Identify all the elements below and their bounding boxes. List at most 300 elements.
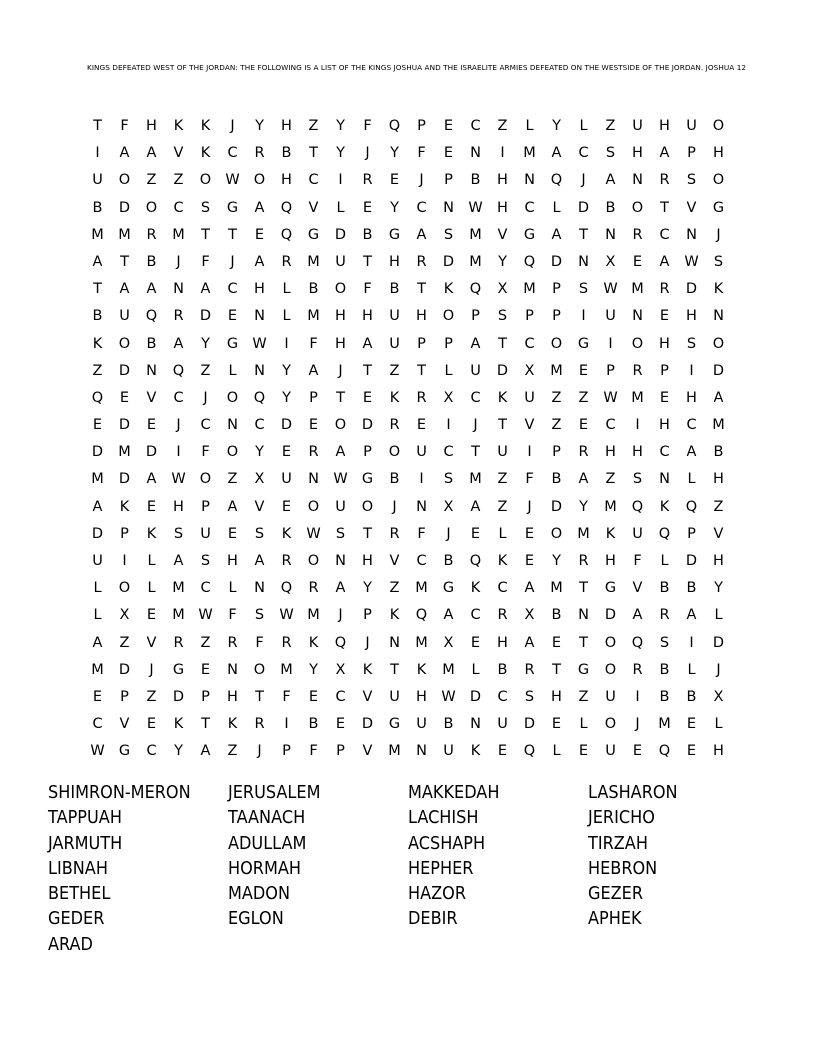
grid-letter: B xyxy=(92,308,103,325)
grid-letter: Y xyxy=(255,444,264,461)
grid-letter: M xyxy=(415,580,428,597)
grid-letter: V xyxy=(632,580,643,597)
grid-letter: C xyxy=(659,444,670,461)
grid-letter: N xyxy=(605,226,616,243)
grid-letter: R xyxy=(632,661,643,678)
grid-letter: E xyxy=(362,389,373,406)
grid-letter: L xyxy=(147,580,156,597)
grid-letter: H xyxy=(605,444,616,461)
grid-letter: G xyxy=(388,226,401,243)
grid-letter: F xyxy=(363,281,372,298)
grid-letter: K xyxy=(92,335,103,352)
grid-letter: J xyxy=(365,145,370,162)
grid-letter: E xyxy=(335,716,346,733)
grid-letter: I xyxy=(635,688,640,705)
grid-letter: E xyxy=(578,417,589,434)
grid-letter: T xyxy=(201,716,210,733)
grid-letter: M xyxy=(658,716,671,733)
grid-letter: K xyxy=(497,553,508,569)
grid-letter: A xyxy=(443,607,454,624)
grid-letter: V xyxy=(308,199,319,216)
grid-letter: U xyxy=(632,118,643,134)
grid-letter: A xyxy=(713,389,724,406)
grid-letter: Q xyxy=(172,362,185,379)
puzzle-title: KINGS DEFEATED WEST OF THE JORDAN: THE FOLLOWING IS A LIST OF THE KINGS JOSHUA AND THE ISRAELITE ARMIES DEFEATED ON THE WESTSIDE OF THE JORDAN. JOSHUA 12 xyxy=(87,63,747,72)
grid-letter: U xyxy=(389,335,400,352)
grid-letter: N xyxy=(578,253,589,270)
grid-letter: H xyxy=(686,308,697,325)
grid-letter: Y xyxy=(552,553,561,569)
grid-letter: C xyxy=(335,688,346,705)
grid-letter: B xyxy=(551,607,562,624)
grid-letter: H xyxy=(713,471,724,488)
grid-letter: O xyxy=(550,525,563,542)
grid-letter: O xyxy=(334,281,347,298)
grid-letter: E xyxy=(200,661,211,678)
grid-letter: I xyxy=(122,553,127,569)
grid-letter: Q xyxy=(280,199,293,216)
grid-letter: A xyxy=(632,607,643,624)
grid-letter: D xyxy=(145,444,158,461)
grid-letter: H xyxy=(632,444,643,461)
grid-letter: B xyxy=(551,471,562,488)
grid-letter: G xyxy=(523,226,536,243)
grid-letter: R xyxy=(659,281,670,298)
grid-letter: I xyxy=(446,417,451,434)
grid-letter: G xyxy=(118,743,131,760)
grid-letter: V xyxy=(362,743,373,760)
grid-letter: D xyxy=(685,553,698,569)
grid-letter: P xyxy=(363,607,372,624)
grid-letter: Q xyxy=(280,580,293,597)
grid-letter: C xyxy=(443,444,454,461)
grid-letter: O xyxy=(631,199,644,216)
grid-letter: P xyxy=(471,308,480,325)
grid-letter: Q xyxy=(334,634,347,651)
grid-letter: C xyxy=(497,688,508,705)
grid-letter: J xyxy=(527,498,532,515)
grid-letter: E xyxy=(632,253,643,270)
grid-letter: C xyxy=(470,389,481,406)
word-list-item: ARAD xyxy=(48,934,93,955)
grid-letter: K xyxy=(308,634,319,651)
grid-letter: C xyxy=(470,607,481,624)
grid-letter: A xyxy=(470,335,481,352)
grid-letter: O xyxy=(604,716,617,733)
grid-letter: A xyxy=(254,553,265,569)
word-list-item: DEBIR xyxy=(408,909,458,930)
grid-letter: U xyxy=(335,253,346,270)
grid-letter: I xyxy=(419,471,424,488)
grid-letter: T xyxy=(498,417,507,434)
grid-letter: S xyxy=(713,253,724,270)
grid-letter: R xyxy=(281,553,292,569)
grid-letter: V xyxy=(713,525,724,542)
grid-letter: R xyxy=(146,226,157,243)
grid-letter: A xyxy=(92,634,103,651)
grid-letter: R xyxy=(308,580,319,597)
grid-letter: M xyxy=(118,444,131,461)
grid-letter: C xyxy=(227,145,238,162)
word-list-item: GEDER xyxy=(48,909,105,930)
grid-letter: K xyxy=(470,580,481,597)
grid-letter: D xyxy=(118,417,131,434)
grid-letter: T xyxy=(201,226,210,243)
grid-letter: O xyxy=(388,444,401,461)
grid-letter: S xyxy=(524,688,535,705)
word-list-item: GEZER xyxy=(588,884,644,905)
grid-letter: Y xyxy=(309,661,318,678)
grid-letter: B xyxy=(281,145,292,162)
grid-letter: H xyxy=(254,281,265,298)
grid-letter: H xyxy=(632,145,643,162)
grid-letter: C xyxy=(200,580,211,597)
grid-letter: G xyxy=(388,716,401,733)
grid-letter: L xyxy=(525,118,534,134)
grid-letter: J xyxy=(716,226,721,243)
grid-letter: C xyxy=(308,172,319,189)
grid-letter: E xyxy=(281,498,292,515)
grid-letter: B xyxy=(659,661,670,678)
grid-letter: Z xyxy=(146,688,157,705)
grid-letter: A xyxy=(551,226,562,243)
grid-letter: G xyxy=(577,335,590,352)
grid-letter: Y xyxy=(336,118,345,134)
grid-letter: U xyxy=(92,553,103,569)
grid-letter: B xyxy=(362,226,373,243)
grid-letter: Z xyxy=(605,471,616,488)
grid-letter: E xyxy=(389,172,400,189)
grid-letter: J xyxy=(581,172,586,189)
grid-letter: P xyxy=(201,498,210,515)
grid-letter: M xyxy=(469,226,482,243)
grid-letter: Q xyxy=(658,743,671,760)
grid-letter: K xyxy=(119,498,130,515)
grid-letter: B xyxy=(659,688,670,705)
grid-letter: A xyxy=(470,498,481,515)
grid-letter: D xyxy=(91,525,104,542)
grid-letter: A xyxy=(308,362,319,379)
grid-letter: N xyxy=(470,145,481,162)
grid-letter: D xyxy=(172,688,185,705)
grid-letter: M xyxy=(469,471,482,488)
grid-letter: J xyxy=(473,417,478,434)
grid-letter: B xyxy=(389,281,400,298)
grid-letter: Y xyxy=(552,118,561,134)
grid-letter: R xyxy=(632,362,643,379)
grid-letter: H xyxy=(551,688,562,705)
grid-letter: O xyxy=(199,471,212,488)
grid-letter: N xyxy=(227,661,238,678)
grid-letter: W xyxy=(333,471,348,488)
grid-letter: C xyxy=(578,145,589,162)
grid-letter: S xyxy=(578,281,589,298)
grid-letter: K xyxy=(389,389,400,406)
grid-letter: L xyxy=(687,471,696,488)
grid-letter: Z xyxy=(389,580,400,597)
grid-letter: A xyxy=(92,498,103,515)
grid-letter: V xyxy=(119,716,130,733)
grid-letter: M xyxy=(631,281,644,298)
grid-letter: F xyxy=(417,145,426,162)
grid-letter: V xyxy=(254,498,265,515)
grid-letter: I xyxy=(500,145,505,162)
grid-letter: Q xyxy=(145,308,158,325)
grid-letter: H xyxy=(659,335,670,352)
grid-letter: P xyxy=(687,525,696,542)
grid-letter: O xyxy=(145,199,158,216)
grid-letter: K xyxy=(497,389,508,406)
grid-letter: V xyxy=(146,634,157,651)
grid-letter: Z xyxy=(200,634,211,651)
grid-letter: U xyxy=(119,308,130,325)
grid-letter: L xyxy=(282,281,291,298)
grid-letter: E xyxy=(470,634,481,651)
grid-letter: X xyxy=(524,607,535,624)
grid-letter: C xyxy=(254,417,265,434)
grid-letter: G xyxy=(361,471,374,488)
grid-letter: M xyxy=(91,661,104,678)
grid-letter: X xyxy=(713,688,724,705)
grid-letter: T xyxy=(255,688,264,705)
grid-letter: N xyxy=(632,172,643,189)
grid-letter: Z xyxy=(92,362,103,379)
grid-letter: H xyxy=(713,553,724,569)
word-list-item: JERUSALEM xyxy=(228,783,321,803)
grid-letter: E xyxy=(119,389,130,406)
grid-letter: E xyxy=(632,743,643,760)
grid-letter: Y xyxy=(282,362,291,379)
grid-letter: R xyxy=(173,634,184,651)
word-list-item: BETHEL xyxy=(48,884,111,905)
grid-letter: D xyxy=(523,716,536,733)
grid-letter: T xyxy=(309,145,318,162)
grid-letter: W xyxy=(468,199,483,216)
grid-letter: M xyxy=(307,607,320,624)
grid-letter: M xyxy=(523,281,536,298)
grid-letter: A xyxy=(146,471,157,488)
word-list-item: APHEK xyxy=(588,909,642,930)
grid-letter: Y xyxy=(255,118,264,134)
grid-letter: M xyxy=(118,226,131,243)
grid-letter: S xyxy=(605,145,616,162)
grid-letter: J xyxy=(392,498,397,515)
grid-letter: A xyxy=(173,553,184,569)
grid-letter: K xyxy=(146,525,157,542)
grid-letter: O xyxy=(118,172,131,189)
grid-letter: R xyxy=(632,226,643,243)
grid-letter: N xyxy=(416,498,427,515)
grid-letter: N xyxy=(578,607,589,624)
grid-letter: H xyxy=(713,145,724,162)
grid-letter: O xyxy=(307,498,320,515)
grid-letter: D xyxy=(91,444,104,461)
grid-letter: V xyxy=(173,145,184,162)
grid-letter: M xyxy=(388,743,401,760)
grid-letter: U xyxy=(497,444,508,461)
grid-letter: E xyxy=(578,743,589,760)
grid-letter: K xyxy=(659,498,670,515)
grid-letter: R xyxy=(659,607,670,624)
grid-letter: O xyxy=(442,308,455,325)
grid-letter: L xyxy=(228,580,237,597)
grid-letter: G xyxy=(442,580,455,597)
grid-letter: A xyxy=(659,253,670,270)
grid-letter: J xyxy=(419,172,424,189)
grid-letter: C xyxy=(524,199,535,216)
grid-letter: X xyxy=(443,498,454,515)
word-list-item: ACSHAPH xyxy=(408,833,486,854)
grid-letter: F xyxy=(363,118,372,134)
grid-letter: M xyxy=(577,525,590,542)
grid-letter: M xyxy=(604,498,617,515)
grid-letter: M xyxy=(550,362,563,379)
grid-letter: Q xyxy=(631,498,644,515)
grid-letter: N xyxy=(416,743,427,760)
grid-letter: E xyxy=(551,716,562,733)
grid-letter: Z xyxy=(119,634,130,651)
grid-letter: A xyxy=(524,580,535,597)
grid-letter: L xyxy=(93,607,102,624)
grid-letter: E xyxy=(146,498,157,515)
grid-letter: P xyxy=(282,743,291,760)
grid-letter: P xyxy=(687,145,696,162)
grid-letter: U xyxy=(605,743,616,760)
grid-letter: W xyxy=(90,743,105,760)
grid-letter: R xyxy=(389,417,400,434)
grid-letter: U xyxy=(200,525,211,542)
grid-letter: B xyxy=(443,553,454,569)
grid-letter: V xyxy=(362,688,373,705)
grid-letter: A xyxy=(416,226,427,243)
grid-letter: N xyxy=(227,417,238,434)
grid-letter: B xyxy=(146,253,157,270)
grid-letter: E xyxy=(524,525,535,542)
grid-letter: D xyxy=(442,253,455,270)
grid-letter: Y xyxy=(363,580,372,597)
grid-letter: P xyxy=(552,444,561,461)
grid-letter: H xyxy=(227,688,238,705)
grid-letter: L xyxy=(687,661,696,678)
grid-letter: C xyxy=(146,743,157,760)
grid-letter: U xyxy=(416,716,427,733)
grid-letter: E xyxy=(227,308,238,325)
grid-letter: U xyxy=(443,743,454,760)
grid-letter: F xyxy=(201,444,210,461)
grid-letter: H xyxy=(659,417,670,434)
grid-letter: L xyxy=(714,607,723,624)
grid-letter: C xyxy=(416,199,427,216)
grid-letter: Q xyxy=(550,172,563,189)
grid-letter: K xyxy=(389,607,400,624)
grid-letter: F xyxy=(309,335,318,352)
grid-letter: K xyxy=(416,661,427,678)
grid-letter: P xyxy=(525,308,534,325)
grid-letter: N xyxy=(443,199,454,216)
grid-letter: F xyxy=(228,607,237,624)
grid-letter: B xyxy=(713,444,724,461)
grid-letter: S xyxy=(659,634,670,651)
grid-letter: P xyxy=(363,444,372,461)
grid-letter: E xyxy=(281,444,292,461)
grid-letter: K xyxy=(200,118,211,134)
grid-letter: Y xyxy=(714,580,723,597)
grid-letter: C xyxy=(227,281,238,298)
grid-letter: G xyxy=(712,199,725,216)
grid-letter: A xyxy=(605,172,616,189)
grid-letter: O xyxy=(226,444,239,461)
grid-letter: T xyxy=(579,226,588,243)
grid-letter: G xyxy=(604,580,617,597)
grid-letter: R xyxy=(389,525,400,542)
grid-letter: O xyxy=(253,661,266,678)
grid-letter: X xyxy=(335,661,346,678)
grid-letter: S xyxy=(173,525,184,542)
grid-letter: R xyxy=(281,253,292,270)
grid-letter: C xyxy=(524,335,535,352)
grid-letter: I xyxy=(689,362,694,379)
grid-letter: D xyxy=(496,362,509,379)
grid-letter: G xyxy=(307,226,320,243)
grid-letter: O xyxy=(712,335,725,352)
grid-letter: Y xyxy=(282,389,291,406)
grid-letter: S xyxy=(200,553,211,569)
grid-letter: E xyxy=(146,417,157,434)
word-list-item: HAZOR xyxy=(408,884,467,905)
grid-letter: S xyxy=(335,525,346,542)
grid-letter: H xyxy=(362,553,373,569)
grid-letter: E xyxy=(659,308,670,325)
grid-letter: K xyxy=(227,716,238,733)
grid-letter: P xyxy=(120,525,129,542)
grid-letter: S xyxy=(254,607,265,624)
grid-letter: H xyxy=(281,118,292,134)
grid-letter: Y xyxy=(579,498,588,515)
grid-letter: R xyxy=(416,253,427,270)
word-list-item: TAPPUAH xyxy=(48,808,122,829)
grid-letter: P xyxy=(201,688,210,705)
grid-letter: Z xyxy=(497,471,508,488)
grid-letter: U xyxy=(470,362,481,379)
word-list-item: JARMUTH xyxy=(48,833,123,854)
word-list xyxy=(48,781,768,958)
grid-letter: L xyxy=(471,661,480,678)
grid-letter: N xyxy=(713,308,724,325)
grid-letter: J xyxy=(635,716,640,733)
grid-letter: D xyxy=(334,226,347,243)
grid-letter: Z xyxy=(200,362,211,379)
grid-letter: A xyxy=(146,145,157,162)
word-list-item: HEBRON xyxy=(588,858,658,879)
grid-letter: L xyxy=(660,553,669,569)
grid-letter: L xyxy=(579,118,588,134)
grid-letter: D xyxy=(361,716,374,733)
grid-letter: D xyxy=(361,417,374,434)
grid-letter: T xyxy=(93,118,102,134)
grid-letter: E xyxy=(362,199,373,216)
grid-letter: O xyxy=(118,580,131,597)
grid-letter: N xyxy=(335,553,346,569)
grid-letter: K xyxy=(713,281,724,298)
grid-letter: C xyxy=(686,417,697,434)
grid-letter: C xyxy=(659,226,670,243)
grid-letter: D xyxy=(118,661,131,678)
grid-letter: O xyxy=(253,172,266,189)
grid-letter: N xyxy=(173,281,184,298)
grid-letter: U xyxy=(605,308,616,325)
grid-letter: E xyxy=(470,525,481,542)
grid-letter: Y xyxy=(390,145,399,162)
